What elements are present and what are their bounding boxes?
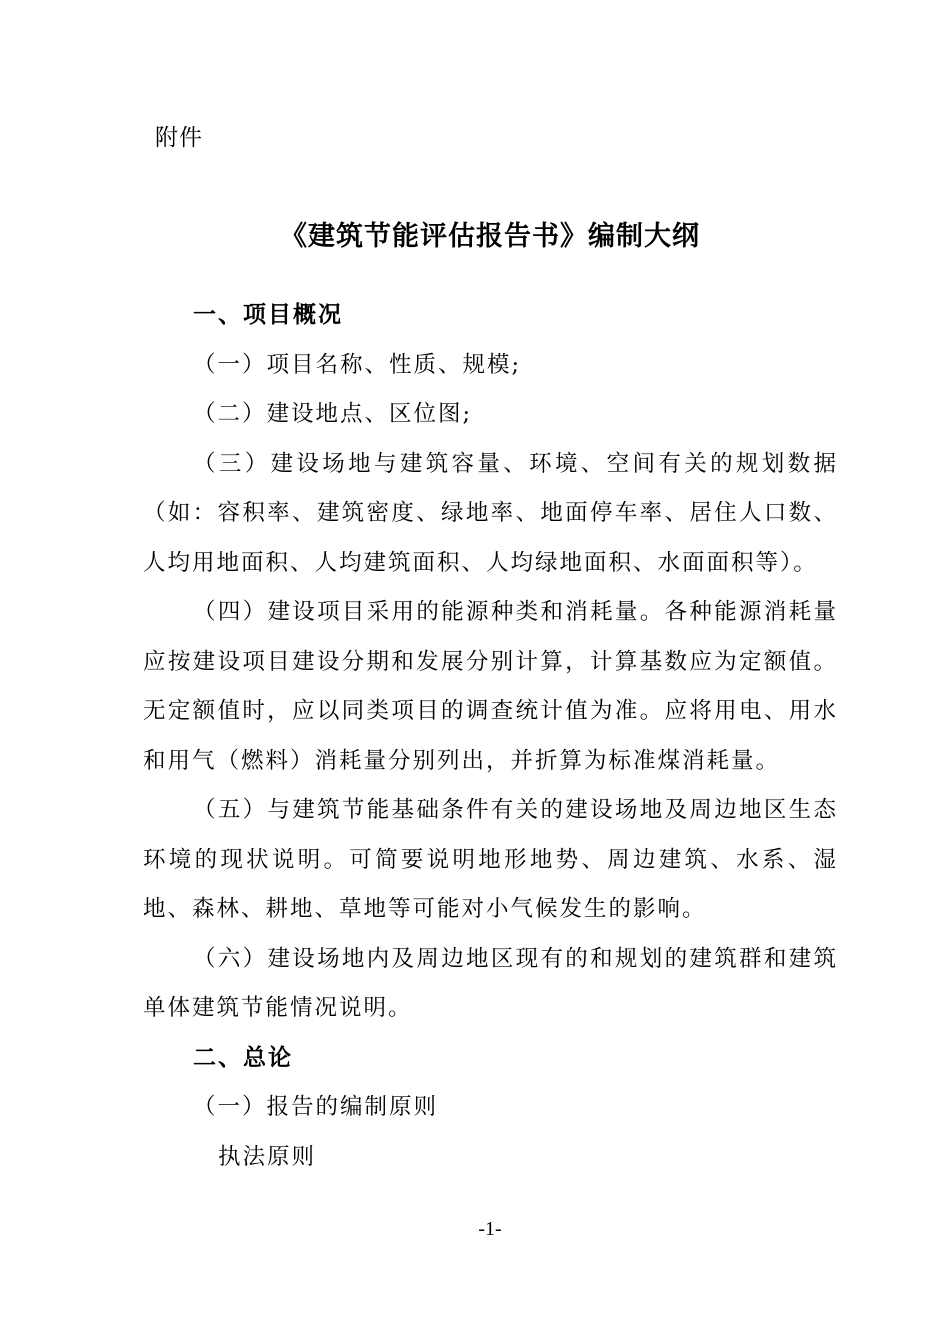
section-heading-general: 二、总论	[193, 1044, 293, 1071]
page-number: -1-	[478, 1218, 502, 1240]
paragraph-planning-data: （三）建设场地与建筑容量、环境、空间有关的规划数据（如：容积率、建筑密度、绿地率、地面停车率、居住人口数、人均用地面积、人均建筑面积、人均绿地面积、水面面积等）。	[143, 450, 838, 576]
paragraph-energy-consumption: （四）建设项目采用的能源种类和消耗量。各种能源消耗量应按建设项目建设分期和发展分别计算，计算基数应为定额值。无定额值时，应以同类项目的调查统计值为准。应将用电、用水和用气（燃料）消耗量分别列出，并折算为标准煤消耗量。	[143, 599, 838, 774]
document-body	[143, 291, 838, 1182]
paragraph-location: （二）建设地点、区位图;	[193, 401, 473, 427]
paragraph-compilation-principles: （一）报告的编制原则	[193, 1094, 439, 1120]
paragraph-project-name: （一）项目名称、性质、规模;	[193, 351, 522, 378]
paragraph-site-environment: （五）与建筑节能基础条件有关的建设场地及周边地区生态环境的现状说明。可简要说明地形地势、周边建筑、水系、湿地、森林、耕地、草地等可能对小气候发生的影响。	[143, 797, 838, 922]
document-title: 《建筑节能评估报告书》编制大纲	[280, 221, 700, 252]
section-heading-project-overview: 一、项目概况	[193, 302, 343, 328]
paragraph-building-groups: （六）建设场地内及周边地区现有的和规划的建筑群和建筑单体建筑节能情况说明。	[143, 945, 838, 1021]
paragraph-law-enforcement-principle: 执法原则	[218, 1143, 317, 1170]
attachment-label: 附件	[155, 125, 203, 151]
